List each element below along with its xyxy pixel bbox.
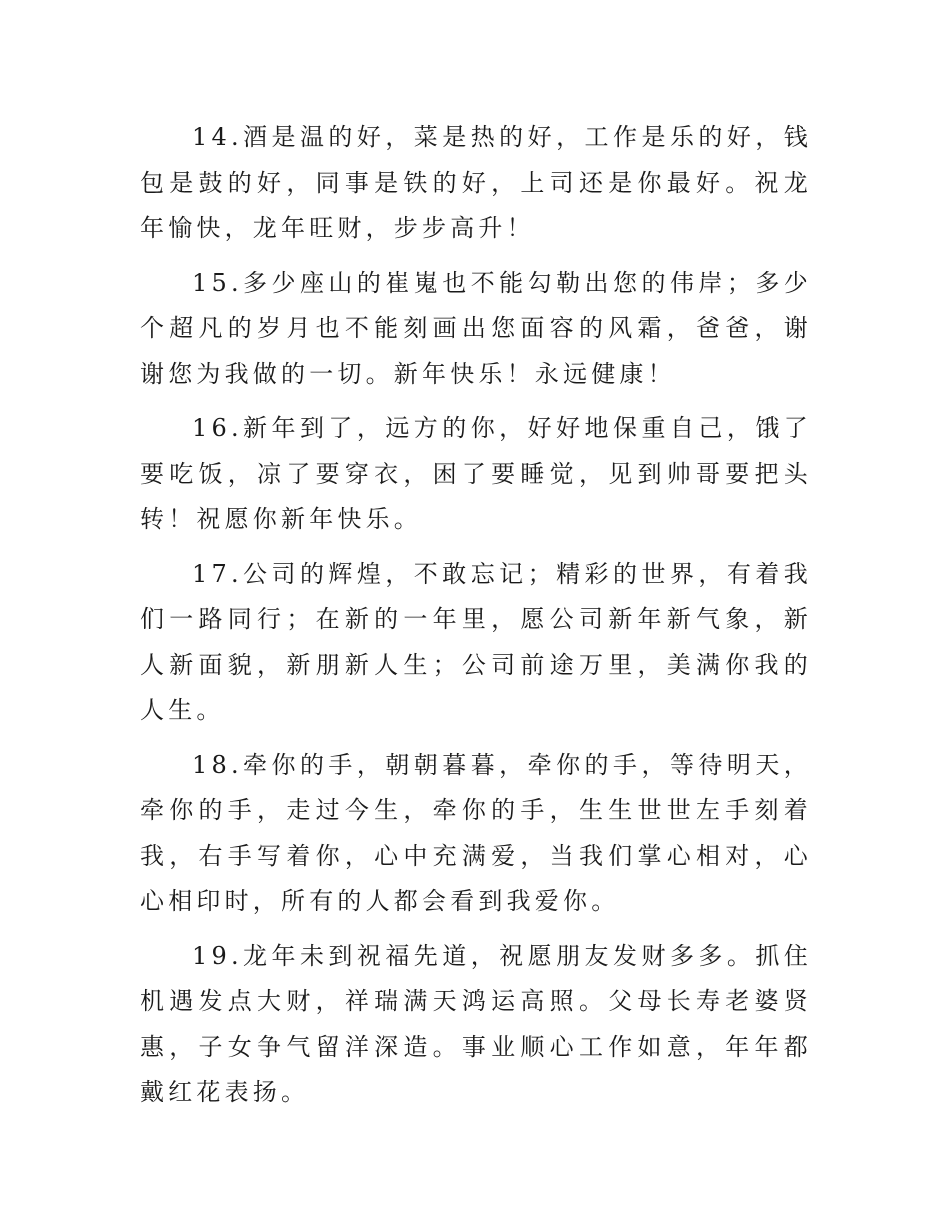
paragraph-16: 16.新年到了，远方的你，好好地保重自己，饿了要吃饭，凉了要穿衣，困了要睡觉，见到帅哥要把头转！祝愿你新年快乐。 (140, 414, 812, 533)
document-body (140, 115, 812, 1125)
paragraph-18: 18.牵你的手，朝朝暮暮，牵你的手，等待明天，牵你的手，走过今生，牵你的手，生生世世左手刻着我，右手写着你，心中充满爱，当我们掌心相对，心心相印时，所有的人都会看到我爱你。 (140, 750, 812, 915)
paragraph-15: 15.多少座山的崔嵬也不能勾勒出您的伟岸；多少个超凡的岁月也不能刻画出您面容的风霜，爸爸，谢谢您为我做的一切。新年快乐！永远健康！ (140, 268, 812, 388)
paragraph-19: 19.龙年未到祝福先道，祝愿朋友发财多多。抓住机遇发点大财，祥瑞满天鸿运高照。父母长寿老婆贤惠，子女争气留洋深造。事业顺心工作如意，年年都戴红花表扬。 (140, 941, 812, 1106)
paragraph-14: 14.酒是温的好，菜是热的好，工作是乐的好，钱包是鼓的好，同事是铁的好，上司还是你最好。祝龙年愉快，龙年旺财，步步高升！ (140, 123, 812, 242)
paragraph-17: 17.公司的辉煌，不敢忘记；精彩的世界，有着我们一路同行；在新的一年里，愿公司新年新气象，新人新面貌，新朋新人生；公司前途万里，美满你我的人生。 (140, 559, 812, 724)
